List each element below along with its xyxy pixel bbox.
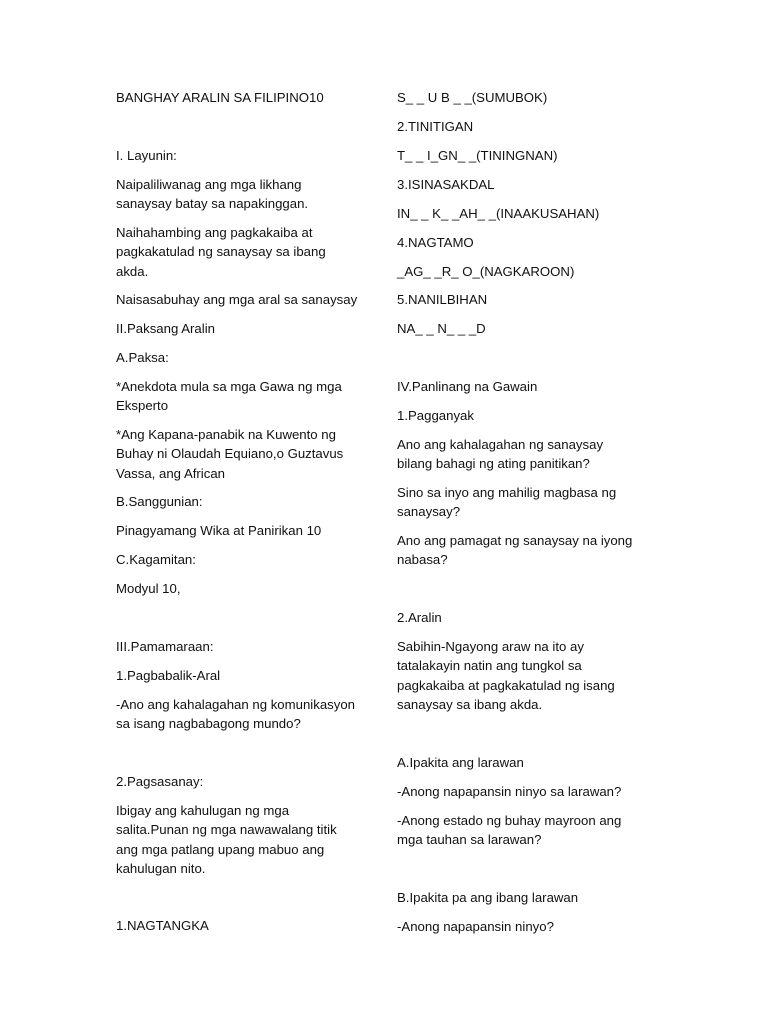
paragraph: Ano ang kahalagahan ng sanaysay bilang bahagi ng ating panitikan? (397, 437, 604, 472)
paragraph: -Anong estado ng buhay mayroon ang mga tauhan sa larawan? (397, 813, 622, 848)
subheading: A.Paksa: (116, 350, 169, 365)
paragraph: -Anong napapansin ninyo? (397, 919, 554, 934)
paragraph: Naipaliliwanag ang mga likhang sanaysay batay sa napakinggan. (116, 177, 309, 212)
list-item: 5.NANILBIHAN (397, 292, 488, 307)
list-item: IN_ _ K_ _AH_ _(INAAKUSAHAN) (397, 206, 600, 221)
list-item: 2.TINITIGAN (397, 119, 474, 134)
paragraph: Sabihin-Ngayong araw na ito ay tatalakayin natin ang tungkol sa pagkakaiba at pagkakatulad ng isang sanaysay sa ibang akda. (397, 639, 615, 712)
paragraph: Sino sa inyo ang mahilig magbasa ng sanaysay? (397, 485, 617, 520)
list-item: NA_ _ N_ _ _D (397, 321, 486, 336)
paragraph: Naihahambing ang pagkakaiba at pagkakatulad ng sanaysay sa ibang akda. (116, 225, 326, 279)
list-item: 1.NAGTANGKA (116, 918, 209, 933)
section-heading: IV.Panlinang na Gawain (397, 379, 538, 394)
list-item: 3.ISINASAKDAL (397, 177, 495, 192)
paragraph: Naisasabuhay ang mga aral sa sanaysay (116, 292, 358, 307)
list-item: 4.NAGTAMO (397, 235, 474, 250)
subheading: A.Ipakita ang larawan (397, 755, 524, 770)
subheading: 2.Aralin (397, 610, 442, 625)
list-item: _AG_ _R_ O_(NAGKAROON) (397, 264, 575, 279)
paragraph: *Anekdota mula sa mga Gawa ng mga Eksperto (116, 379, 342, 414)
subheading: 1.Pagganyak (397, 408, 474, 423)
paragraph: -Ano ang kahalagahan ng komunikasyon sa isang nagbabagong mundo? (116, 697, 356, 732)
list-item: T_ _ I_GN_ _(TININGNAN) (397, 148, 558, 163)
subheading: B.Ipakita pa ang ibang larawan (397, 890, 579, 905)
section-heading: II.Paksang Aralin (116, 321, 215, 336)
subheading: C.Kagamitan: (116, 552, 196, 567)
paragraph: Ano ang pamagat ng sanaysay na iyong nabasa? (397, 533, 633, 568)
subheading: B.Sanggunian: (116, 494, 203, 509)
list-item: S_ _ U B _ _(SUMUBOK) (397, 90, 548, 105)
subheading: 1.Pagbabalik-Aral (116, 668, 221, 683)
paragraph: -Anong napapansin ninyo sa larawan? (397, 784, 622, 799)
paragraph: Modyul 10, (116, 581, 181, 596)
section-heading: I. Layunin: (116, 148, 177, 163)
paragraph: *Ang Kapana-panabik na Kuwento ng Buhay ni Olaudah Equiano,o Guztavus Vassa, ang African (116, 427, 344, 481)
paragraph: Ibigay ang kahulugan ng mga salita.Punan ng mga nawawalang titik ang mga patlang upang mabuo ang kahulugan nito. (116, 803, 337, 876)
section-heading: III.Pamamaraan: (116, 639, 214, 654)
subheading: 2.Pagsasanay: (116, 774, 204, 789)
paragraph: Pinagyamang Wika at Panirikan 10 (116, 523, 322, 538)
document-title: BANGHAY ARALIN SA FILIPINO10 (116, 90, 324, 105)
